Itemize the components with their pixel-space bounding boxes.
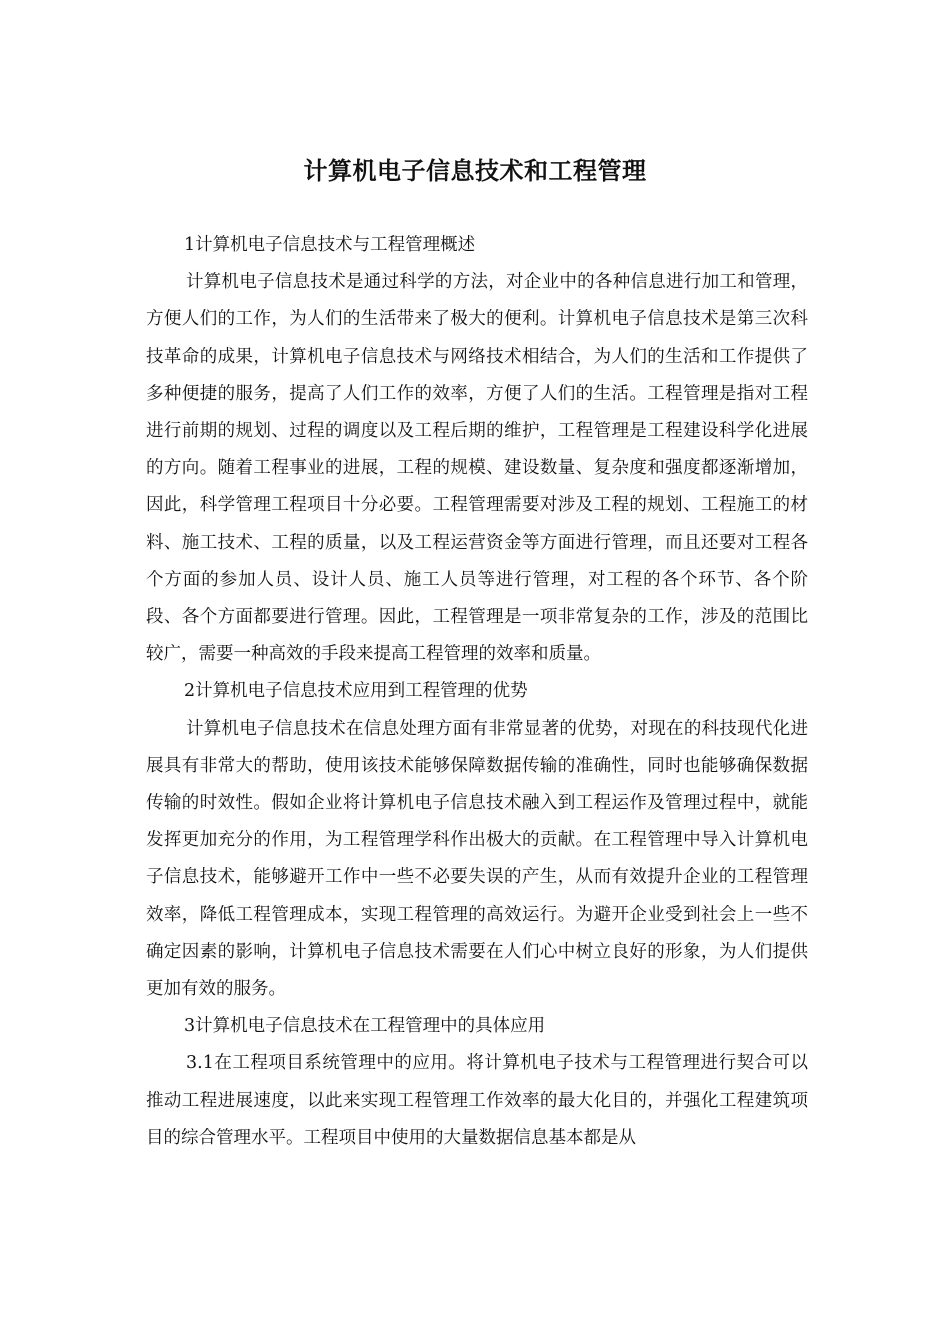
section-heading-2: 2计算机电子信息技术应用到工程管理的优势 [184, 681, 528, 702]
section-heading-1: 1计算机电子信息技术与工程管理概述 [184, 235, 476, 255]
section-3-paragraph: 3.1在工程项目系统管理中的应用。将计算机电子技术与工程管理进行契合可以推动工程进展速度，以此来实现工程管理工作效率的最大化目的，并强化工程建筑项目的综合管理水平。工程项目中使用的大量数据信息基本都是从 [146, 1053, 808, 1148]
document-title: 计算机电子信息技术和工程管理 [303, 157, 647, 185]
section-2-paragraph: 计算机电子信息技术在信息处理方面有非常显著的优势，对现在的科技现代化进展具有非常大的帮助，使用该技术能够保障数据传输的准确性，同时也能够确保数据传输的时效性。假如企业将计算机电子信息技术融入到工程运作及管理过程中，就能发挥更加充分的作用，为工程管理学科作出极大的贡献。在工程管理中导入计算机电子信息技术，能够避开工作中一些不必要失误的产生，从而有效提升企业的工程管理效率，降低工程管理成本，实现工程管理的高效运行。为避开企业受到社会上一些不确定因素的影响，计算机电子信息技术需要在人们心中树立良好的形象，为人们提供更加有效的服务。 [146, 718, 808, 1000]
document-body [146, 227, 808, 1157]
section-1-paragraph: 计算机电子信息技术是通过科学的方法，对企业中的各种信息进行加工和管理，方便人们的工作，为人们的生活带来了极大的便利。计算机电子信息技术是第三次科技革命的成果，计算机电子信息技术与网络技术相结合，为人们的生活和工作提供了多种便捷的服务，提高了人们工作的效率，方便了人们的生活。工程管理是指对工程进行前期的规划、过程的调度以及工程后期的维护，工程管理是工程建设科学化进展的方向。随着工程事业的进展，工程的规模、建设数量、复杂度和强度都逐渐增加，因此，科学管理工程项目十分必要。工程管理需要对涉及工程的规划、工程施工的材料、施工技术、工程的质量，以及工程运营资金等方面进行管理，而且还要对工程各个方面的参加人员、设计人员、施工人员等进行管理，对工程的各个环节、各个阶段、各个方面都要进行管理。因此，工程管理是一项非常复杂的工作，涉及的范围比较广，需要一种高效的手段来提高工程管理的效率和质量。 [146, 272, 808, 665]
section-heading-3: 3计算机电子信息技术在工程管理中的具体应用 [184, 1016, 546, 1037]
